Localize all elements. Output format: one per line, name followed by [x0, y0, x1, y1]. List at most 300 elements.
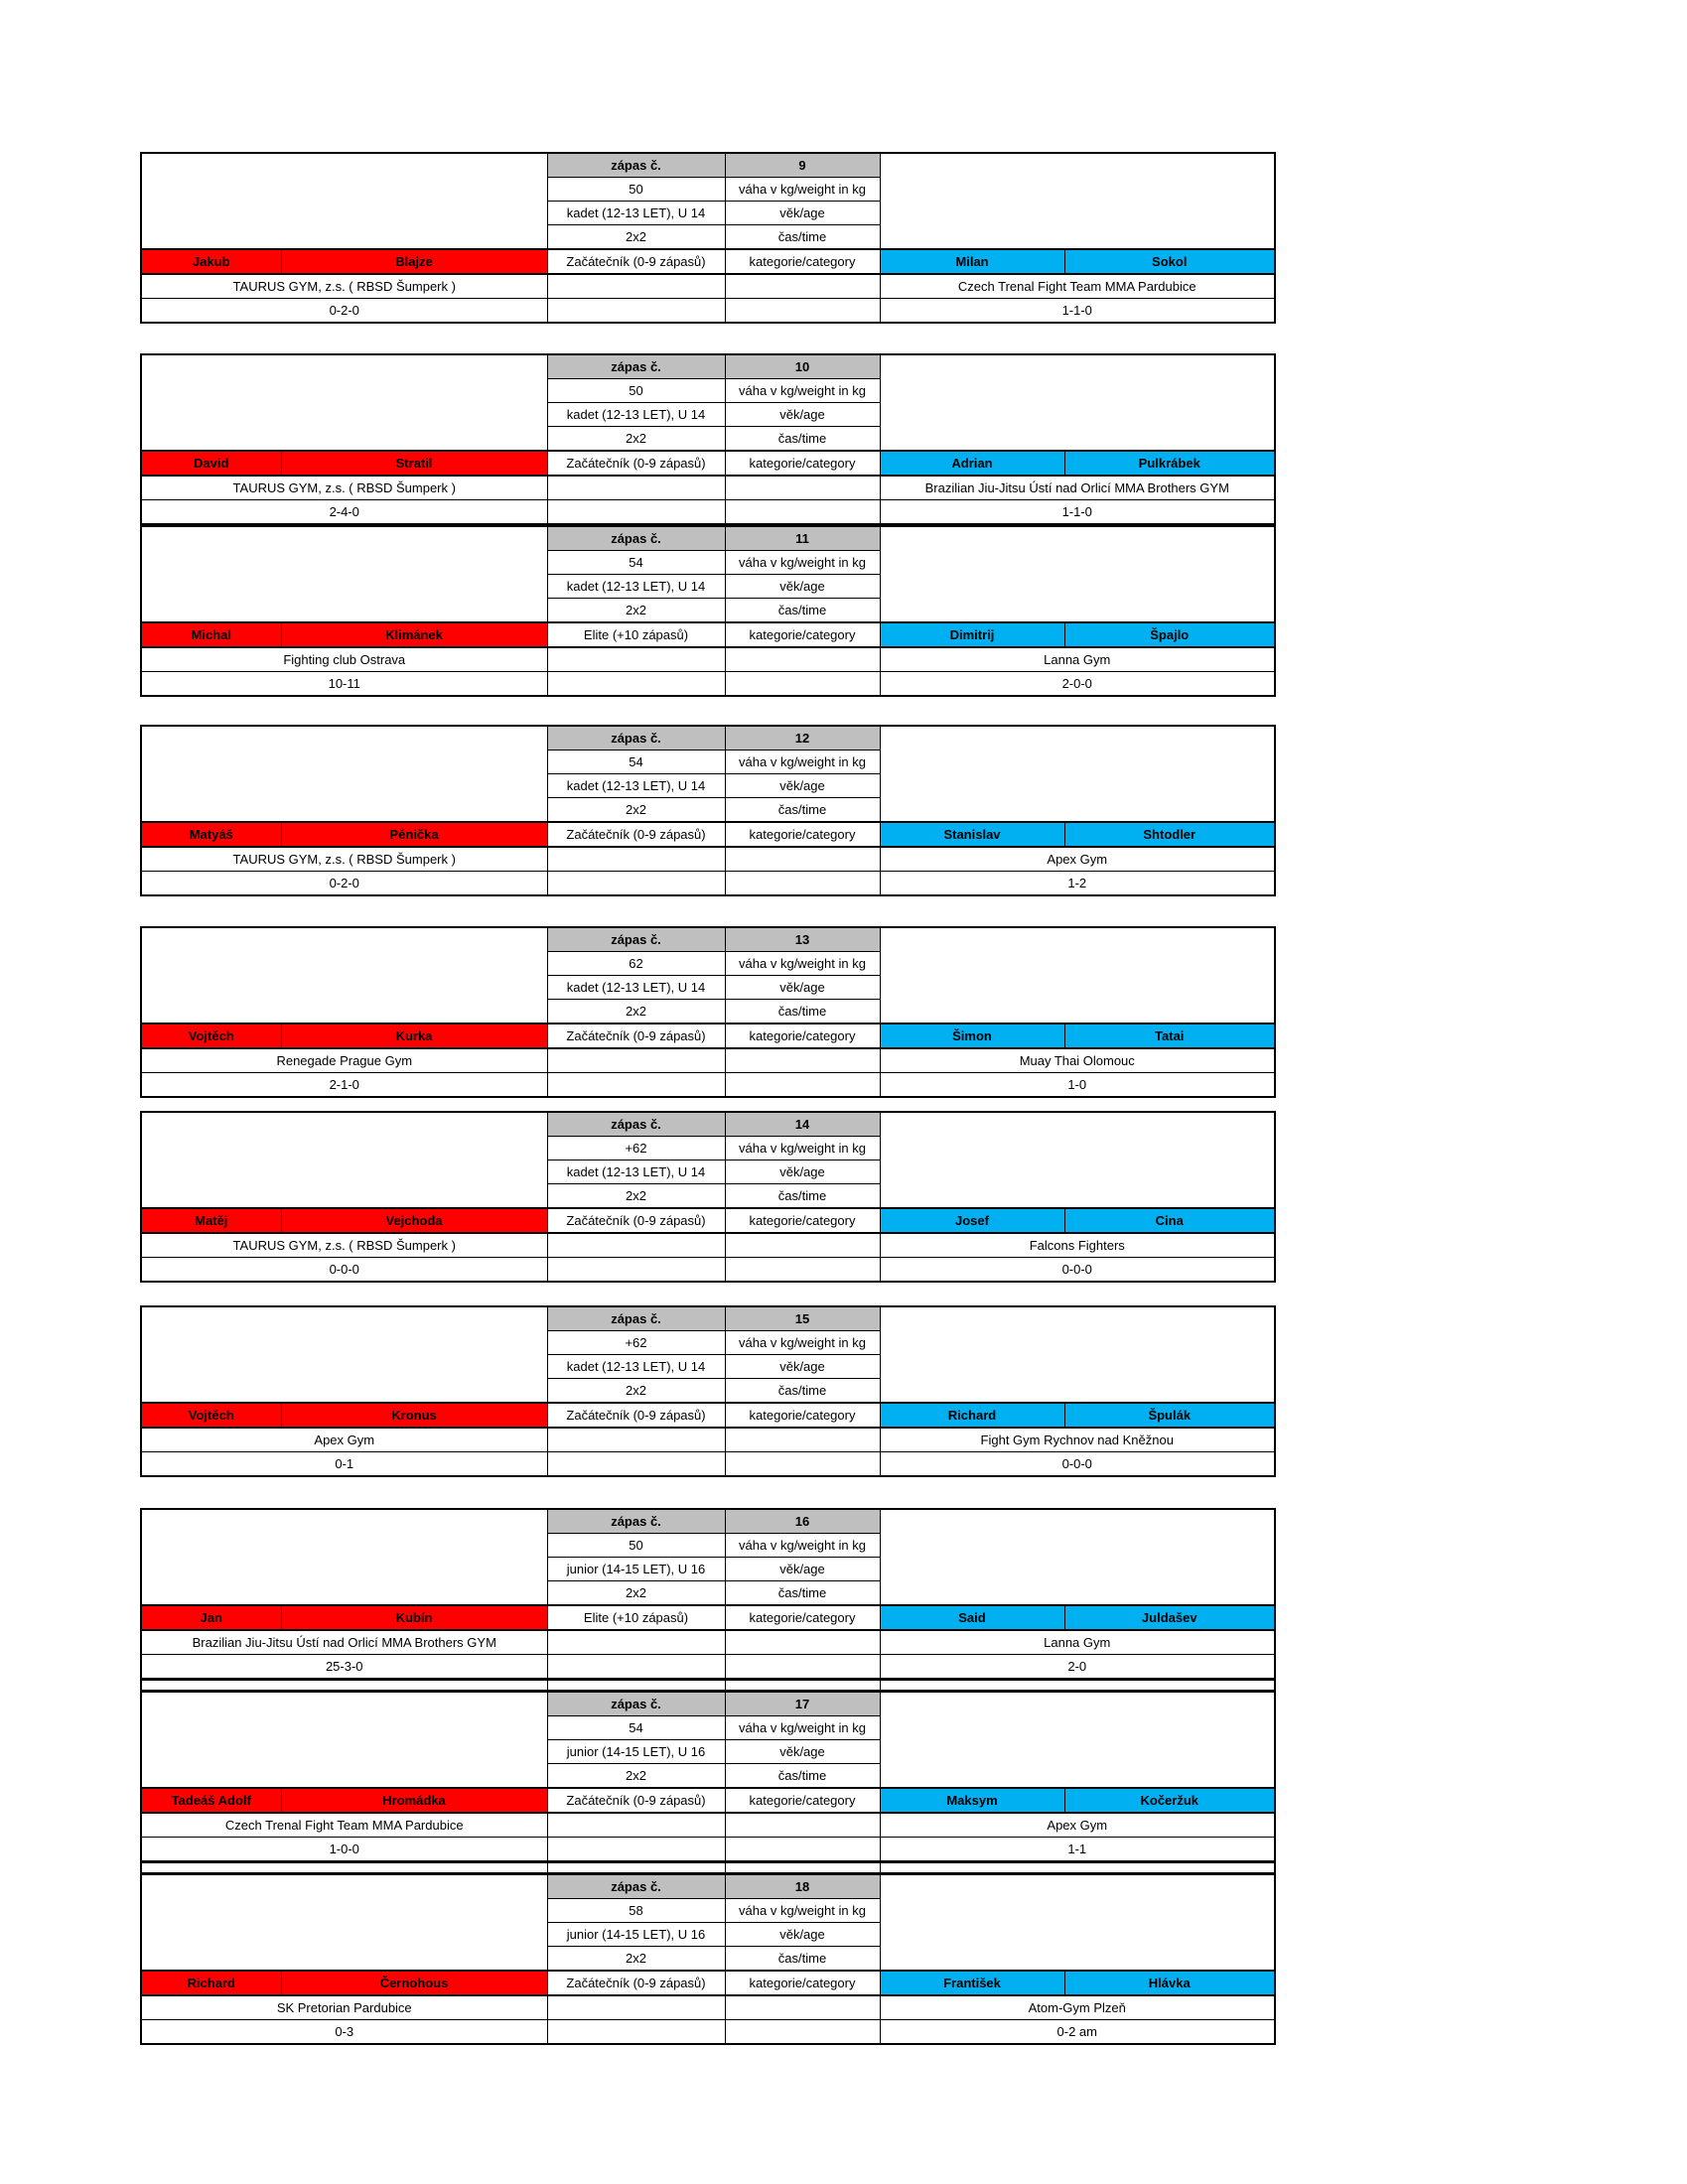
match-header-row: [141, 526, 1275, 551]
weight-value: 54: [547, 751, 725, 774]
age-value: junior (14-15 LET), U 16: [547, 1923, 725, 1947]
blue-fighter-last-name: Sokol: [1064, 249, 1275, 274]
empty-cell: [725, 1655, 880, 1680]
blue-fighter-first-name: Milan: [880, 249, 1064, 274]
empty-cell: [725, 1630, 880, 1655]
right-empty-area: [880, 1509, 1275, 1605]
club-row: [141, 476, 1275, 500]
red-fighter-last-name: Blajze: [281, 249, 547, 274]
match-number-value: 17: [725, 1692, 880, 1716]
empty-cell: [547, 1073, 725, 1098]
empty-cell: [725, 274, 880, 299]
match-number-value: 16: [725, 1509, 880, 1534]
match-number-label: zápas č.: [547, 1692, 725, 1716]
empty-cell: [547, 1655, 725, 1680]
fighters-row: [141, 1605, 1275, 1630]
age-value: kadet (12-13 LET), U 14: [547, 575, 725, 599]
match-number-value: 10: [725, 354, 880, 379]
time-label: čas/time: [725, 1581, 880, 1606]
blue-fighter-last-name: Tatai: [1064, 1024, 1275, 1048]
match-number-label: zápas č.: [547, 1306, 725, 1331]
club-row: [141, 1233, 1275, 1258]
blue-club: Apex Gym: [880, 847, 1275, 872]
weight-value: 54: [547, 1716, 725, 1740]
spacer-row: [141, 1681, 1275, 1691]
age-label: věk/age: [725, 575, 880, 599]
empty-cell: [547, 500, 725, 525]
match-block: [140, 152, 1276, 324]
match-block: [140, 525, 1276, 697]
empty-cell: [725, 672, 880, 697]
match-number-value: 15: [725, 1306, 880, 1331]
age-label: věk/age: [725, 1160, 880, 1184]
empty-cell: [725, 1233, 880, 1258]
fighters-row: [141, 1403, 1275, 1428]
weight-label: váha v kg/weight in kg: [725, 952, 880, 976]
fighters-row: [141, 249, 1275, 274]
red-fighter-first-name: Jakub: [141, 249, 281, 274]
empty-cell: [725, 1813, 880, 1838]
club-row: [141, 847, 1275, 872]
empty-cell: [547, 1838, 725, 1862]
match-header-row: [141, 1112, 1275, 1137]
empty-cell: [725, 872, 880, 896]
empty-cell: [725, 500, 880, 525]
left-empty-area: [141, 1509, 547, 1605]
blue-record: 0-0-0: [880, 1258, 1275, 1283]
red-club: SK Pretorian Pardubice: [141, 1995, 547, 2020]
match-block: [140, 1305, 1276, 1477]
empty-cell: [725, 1428, 880, 1452]
red-club: TAURUS GYM, z.s. ( RBSD Šumperk ): [141, 847, 547, 872]
blue-fighter-last-name: Juldašev: [1064, 1605, 1275, 1630]
red-fighter-first-name: Jan: [141, 1605, 281, 1630]
time-label: čas/time: [725, 1184, 880, 1209]
red-fighter-first-name: Tadeáš Adolf: [141, 1788, 281, 1813]
red-fighter-last-name: Stratil: [281, 451, 547, 476]
empty-cell: [547, 1995, 725, 2020]
match-block: [140, 1111, 1276, 1283]
right-empty-area: [880, 526, 1275, 622]
empty-cell: [547, 872, 725, 896]
empty-cell: [725, 1452, 880, 1477]
red-club: Fighting club Ostrava: [141, 647, 547, 672]
left-empty-area: [141, 726, 547, 822]
red-fighter-last-name: Kronus: [281, 1403, 547, 1428]
red-fighter-last-name: Vejchoda: [281, 1208, 547, 1233]
block-gap: [140, 896, 1274, 926]
blue-fighter-first-name: Stanislav: [880, 822, 1064, 847]
red-fighter-first-name: Richard: [141, 1971, 281, 1995]
category-label: kategorie/category: [725, 1208, 880, 1233]
category-label: kategorie/category: [725, 451, 880, 476]
weight-value: 50: [547, 178, 725, 202]
weight-label: váha v kg/weight in kg: [725, 551, 880, 575]
blue-record: 1-1: [880, 1838, 1275, 1862]
red-fighter-last-name: Kubín: [281, 1605, 547, 1630]
weight-label: váha v kg/weight in kg: [725, 1716, 880, 1740]
age-label: věk/age: [725, 1740, 880, 1764]
time-value: 2x2: [547, 798, 725, 823]
time-label: čas/time: [725, 225, 880, 250]
time-label: čas/time: [725, 1764, 880, 1789]
empty-cell: [725, 299, 880, 324]
fighters-row: [141, 622, 1275, 647]
left-empty-area: [141, 1874, 547, 1971]
age-value: kadet (12-13 LET), U 14: [547, 1355, 725, 1379]
blue-club: Apex Gym: [880, 1813, 1275, 1838]
red-club: TAURUS GYM, z.s. ( RBSD Šumperk ): [141, 1233, 547, 1258]
time-value: 2x2: [547, 1764, 725, 1789]
right-empty-area: [880, 726, 1275, 822]
weight-label: váha v kg/weight in kg: [725, 178, 880, 202]
left-empty-area: [141, 927, 547, 1024]
age-value: junior (14-15 LET), U 16: [547, 1558, 725, 1581]
time-value: 2x2: [547, 1000, 725, 1024]
grid-spacer-row: [140, 1862, 1276, 1873]
category-value: Začátečník (0-9 zápasů): [547, 1403, 725, 1428]
age-label: věk/age: [725, 403, 880, 427]
red-club: Brazilian Jiu-Jitsu Ústí nad Orlicí MMA Brothers GYM: [141, 1630, 547, 1655]
match-number-label: zápas č.: [547, 726, 725, 751]
time-value: 2x2: [547, 1184, 725, 1209]
weight-label: váha v kg/weight in kg: [725, 1534, 880, 1558]
record-row: [141, 500, 1275, 525]
blue-club: Lanna Gym: [880, 647, 1275, 672]
category-value: Začátečník (0-9 zápasů): [547, 822, 725, 847]
blue-club: Fight Gym Rychnov nad Kněžnou: [880, 1428, 1275, 1452]
empty-cell: [880, 1681, 1275, 1691]
match-block: [140, 1508, 1276, 1680]
red-fighter-last-name: Hromádka: [281, 1788, 547, 1813]
left-empty-area: [141, 153, 547, 249]
empty-cell: [725, 647, 880, 672]
match-header-row: [141, 927, 1275, 952]
match-number-value: 18: [725, 1874, 880, 1899]
red-club: Apex Gym: [141, 1428, 547, 1452]
weight-value: 62: [547, 952, 725, 976]
blue-fighter-first-name: Said: [880, 1605, 1064, 1630]
match-number-label: zápas č.: [547, 1112, 725, 1137]
match-number-label: zápas č.: [547, 1509, 725, 1534]
red-fighter-last-name: Černohous: [281, 1971, 547, 1995]
empty-cell: [547, 1048, 725, 1073]
category-label: kategorie/category: [725, 1788, 880, 1813]
match-header-row: [141, 1306, 1275, 1331]
blue-fighter-last-name: Pulkrábek: [1064, 451, 1275, 476]
weight-label: váha v kg/weight in kg: [725, 1899, 880, 1923]
left-empty-area: [141, 526, 547, 622]
fighters-row: [141, 1971, 1275, 1995]
blue-fighter-first-name: Adrian: [880, 451, 1064, 476]
age-value: kadet (12-13 LET), U 14: [547, 976, 725, 1000]
time-label: čas/time: [725, 427, 880, 452]
empty-cell: [547, 1863, 725, 1873]
blue-record: 1-1-0: [880, 500, 1275, 525]
red-fighter-first-name: Vojtěch: [141, 1403, 281, 1428]
right-empty-area: [880, 1874, 1275, 1971]
blue-fighter-last-name: Hlávka: [1064, 1971, 1275, 1995]
weight-label: váha v kg/weight in kg: [725, 1331, 880, 1355]
age-value: kadet (12-13 LET), U 14: [547, 1160, 725, 1184]
record-row: [141, 1655, 1275, 1680]
red-record: 10-11: [141, 672, 547, 697]
blue-fighter-first-name: Maksym: [880, 1788, 1064, 1813]
age-label: věk/age: [725, 976, 880, 1000]
club-row: [141, 1995, 1275, 2020]
empty-cell: [725, 1073, 880, 1098]
category-value: Začátečník (0-9 zápasů): [547, 1971, 725, 1995]
match-number-value: 9: [725, 153, 880, 178]
blue-fighter-last-name: Kočeržuk: [1064, 1788, 1275, 1813]
time-label: čas/time: [725, 1379, 880, 1404]
empty-cell: [547, 274, 725, 299]
red-fighter-first-name: Matěj: [141, 1208, 281, 1233]
red-fighter-last-name: Kurka: [281, 1024, 547, 1048]
left-empty-area: [141, 354, 547, 451]
empty-cell: [880, 1863, 1275, 1873]
club-row: [141, 1630, 1275, 1655]
weight-value: 50: [547, 1534, 725, 1558]
fighters-row: [141, 1024, 1275, 1048]
empty-cell: [725, 1048, 880, 1073]
match-header-row: [141, 1874, 1275, 1899]
empty-cell: [141, 1863, 547, 1873]
category-label: kategorie/category: [725, 1605, 880, 1630]
empty-cell: [547, 1813, 725, 1838]
match-header-row: [141, 1692, 1275, 1716]
empty-cell: [547, 1630, 725, 1655]
time-value: 2x2: [547, 1379, 725, 1404]
empty-cell: [725, 1258, 880, 1283]
red-record: 25-3-0: [141, 1655, 547, 1680]
empty-cell: [547, 2020, 725, 2045]
block-gap: [140, 1098, 1274, 1111]
red-fighter-first-name: Matyáš: [141, 822, 281, 847]
record-row: [141, 1073, 1275, 1098]
red-club: TAURUS GYM, z.s. ( RBSD Šumperk ): [141, 274, 547, 299]
block-gap: [140, 697, 1274, 725]
category-value: Začátečník (0-9 zápasů): [547, 1788, 725, 1813]
red-fighter-first-name: Michal: [141, 622, 281, 647]
empty-cell: [725, 1838, 880, 1862]
empty-cell: [725, 1681, 880, 1691]
category-value: Začátečník (0-9 zápasů): [547, 451, 725, 476]
blue-club: Muay Thai Olomouc: [880, 1048, 1275, 1073]
category-label: kategorie/category: [725, 1403, 880, 1428]
empty-cell: [547, 1452, 725, 1477]
blue-club: Brazilian Jiu-Jitsu Ústí nad Orlicí MMA Brothers GYM: [880, 476, 1275, 500]
age-label: věk/age: [725, 1558, 880, 1581]
weight-value: +62: [547, 1137, 725, 1160]
time-value: 2x2: [547, 225, 725, 250]
blue-club: Falcons Fighters: [880, 1233, 1275, 1258]
block-gap: [140, 1283, 1274, 1305]
age-label: věk/age: [725, 202, 880, 225]
category-value: Elite (+10 zápasů): [547, 622, 725, 647]
left-empty-area: [141, 1112, 547, 1208]
empty-cell: [725, 1995, 880, 2020]
blue-fighter-last-name: Shtodler: [1064, 822, 1275, 847]
empty-cell: [141, 1681, 547, 1691]
red-fighter-last-name: Pěnička: [281, 822, 547, 847]
category-label: kategorie/category: [725, 1971, 880, 1995]
right-empty-area: [880, 354, 1275, 451]
club-row: [141, 274, 1275, 299]
weight-label: váha v kg/weight in kg: [725, 379, 880, 403]
blue-record: 2-0-0: [880, 672, 1275, 697]
right-empty-area: [880, 1692, 1275, 1788]
right-empty-area: [880, 153, 1275, 249]
age-label: věk/age: [725, 774, 880, 798]
match-number-value: 14: [725, 1112, 880, 1137]
club-row: [141, 647, 1275, 672]
right-empty-area: [880, 1306, 1275, 1403]
match-header-row: [141, 1509, 1275, 1534]
blue-fighter-first-name: Dimitrij: [880, 622, 1064, 647]
empty-cell: [547, 647, 725, 672]
red-record: 1-0-0: [141, 1838, 547, 1862]
left-empty-area: [141, 1306, 547, 1403]
fighters-row: [141, 1788, 1275, 1813]
age-value: kadet (12-13 LET), U 14: [547, 202, 725, 225]
blue-club: Lanna Gym: [880, 1630, 1275, 1655]
weight-value: 50: [547, 379, 725, 403]
red-record: 2-4-0: [141, 500, 547, 525]
sheet: [140, 152, 1276, 2045]
time-label: čas/time: [725, 599, 880, 623]
time-value: 2x2: [547, 427, 725, 452]
blue-club: Czech Trenal Fight Team MMA Pardubice: [880, 274, 1275, 299]
category-label: kategorie/category: [725, 822, 880, 847]
category-label: kategorie/category: [725, 1024, 880, 1048]
category-value: Elite (+10 zápasů): [547, 1605, 725, 1630]
time-value: 2x2: [547, 599, 725, 623]
blue-record: 0-2 am: [880, 2020, 1275, 2045]
record-row: [141, 672, 1275, 697]
match-number-label: zápas č.: [547, 927, 725, 952]
match-number-value: 13: [725, 927, 880, 952]
weight-value: 54: [547, 551, 725, 575]
red-club: Renegade Prague Gym: [141, 1048, 547, 1073]
blue-record: 1-1-0: [880, 299, 1275, 324]
match-number-value: 11: [725, 526, 880, 551]
empty-cell: [725, 847, 880, 872]
red-club: Czech Trenal Fight Team MMA Pardubice: [141, 1813, 547, 1838]
blue-club: Atom-Gym Plzeň: [880, 1995, 1275, 2020]
time-label: čas/time: [725, 798, 880, 823]
match-header-row: [141, 726, 1275, 751]
category-label: kategorie/category: [725, 622, 880, 647]
red-fighter-first-name: David: [141, 451, 281, 476]
match-block: [140, 1691, 1276, 1862]
age-value: kadet (12-13 LET), U 14: [547, 403, 725, 427]
empty-cell: [547, 1233, 725, 1258]
red-record: 0-0-0: [141, 1258, 547, 1283]
time-label: čas/time: [725, 1000, 880, 1024]
fighters-row: [141, 822, 1275, 847]
left-empty-area: [141, 1692, 547, 1788]
record-row: [141, 1258, 1275, 1283]
match-block: [140, 353, 1276, 525]
fighters-row: [141, 451, 1275, 476]
record-row: [141, 299, 1275, 324]
red-record: 0-2-0: [141, 872, 547, 896]
empty-cell: [547, 1428, 725, 1452]
red-fighter-first-name: Vojtěch: [141, 1024, 281, 1048]
blue-fighter-first-name: Šimon: [880, 1024, 1064, 1048]
age-label: věk/age: [725, 1923, 880, 1947]
match-number-label: zápas č.: [547, 526, 725, 551]
category-value: Začátečník (0-9 zápasů): [547, 1024, 725, 1048]
blue-record: 2-0: [880, 1655, 1275, 1680]
club-row: [141, 1813, 1275, 1838]
blue-record: 0-0-0: [880, 1452, 1275, 1477]
empty-cell: [547, 847, 725, 872]
blue-fighter-first-name: Josef: [880, 1208, 1064, 1233]
record-row: [141, 1452, 1275, 1477]
match-block: [140, 926, 1276, 1098]
fighters-row: [141, 1208, 1275, 1233]
category-value: Začátečník (0-9 zápasů): [547, 1208, 725, 1233]
blue-record: 1-2: [880, 872, 1275, 896]
weight-label: váha v kg/weight in kg: [725, 1137, 880, 1160]
weight-value: +62: [547, 1331, 725, 1355]
red-record: 0-2-0: [141, 299, 547, 324]
blue-fighter-last-name: Špajlo: [1064, 622, 1275, 647]
record-row: [141, 872, 1275, 896]
block-gap: [140, 1477, 1274, 1508]
match-header-row: [141, 354, 1275, 379]
blue-record: 1-0: [880, 1073, 1275, 1098]
age-label: věk/age: [725, 1355, 880, 1379]
category-value: Začátečník (0-9 zápasů): [547, 249, 725, 274]
category-label: kategorie/category: [725, 249, 880, 274]
red-fighter-last-name: Klimánek: [281, 622, 547, 647]
block-gap: [140, 324, 1274, 353]
blue-fighter-last-name: Špulák: [1064, 1403, 1275, 1428]
club-row: [141, 1428, 1275, 1452]
empty-cell: [547, 476, 725, 500]
right-empty-area: [880, 1112, 1275, 1208]
match-block: [140, 725, 1276, 896]
empty-cell: [725, 2020, 880, 2045]
time-label: čas/time: [725, 1947, 880, 1972]
empty-cell: [725, 1863, 880, 1873]
match-number-value: 12: [725, 726, 880, 751]
empty-cell: [725, 476, 880, 500]
blue-fighter-first-name: František: [880, 1971, 1064, 1995]
empty-cell: [547, 672, 725, 697]
club-row: [141, 1048, 1275, 1073]
empty-cell: [547, 1258, 725, 1283]
match-block: [140, 1873, 1276, 2045]
record-row: [141, 2020, 1275, 2045]
age-value: junior (14-15 LET), U 16: [547, 1740, 725, 1764]
red-record: 0-1: [141, 1452, 547, 1477]
blue-fighter-last-name: Cina: [1064, 1208, 1275, 1233]
empty-cell: [547, 1681, 725, 1691]
match-number-label: zápas č.: [547, 153, 725, 178]
blue-fighter-first-name: Richard: [880, 1403, 1064, 1428]
spacer-row: [141, 1863, 1275, 1873]
match-header-row: [141, 153, 1275, 178]
match-number-label: zápas č.: [547, 1874, 725, 1899]
age-value: kadet (12-13 LET), U 14: [547, 774, 725, 798]
weight-label: váha v kg/weight in kg: [725, 751, 880, 774]
red-record: 2-1-0: [141, 1073, 547, 1098]
red-record: 0-3: [141, 2020, 547, 2045]
